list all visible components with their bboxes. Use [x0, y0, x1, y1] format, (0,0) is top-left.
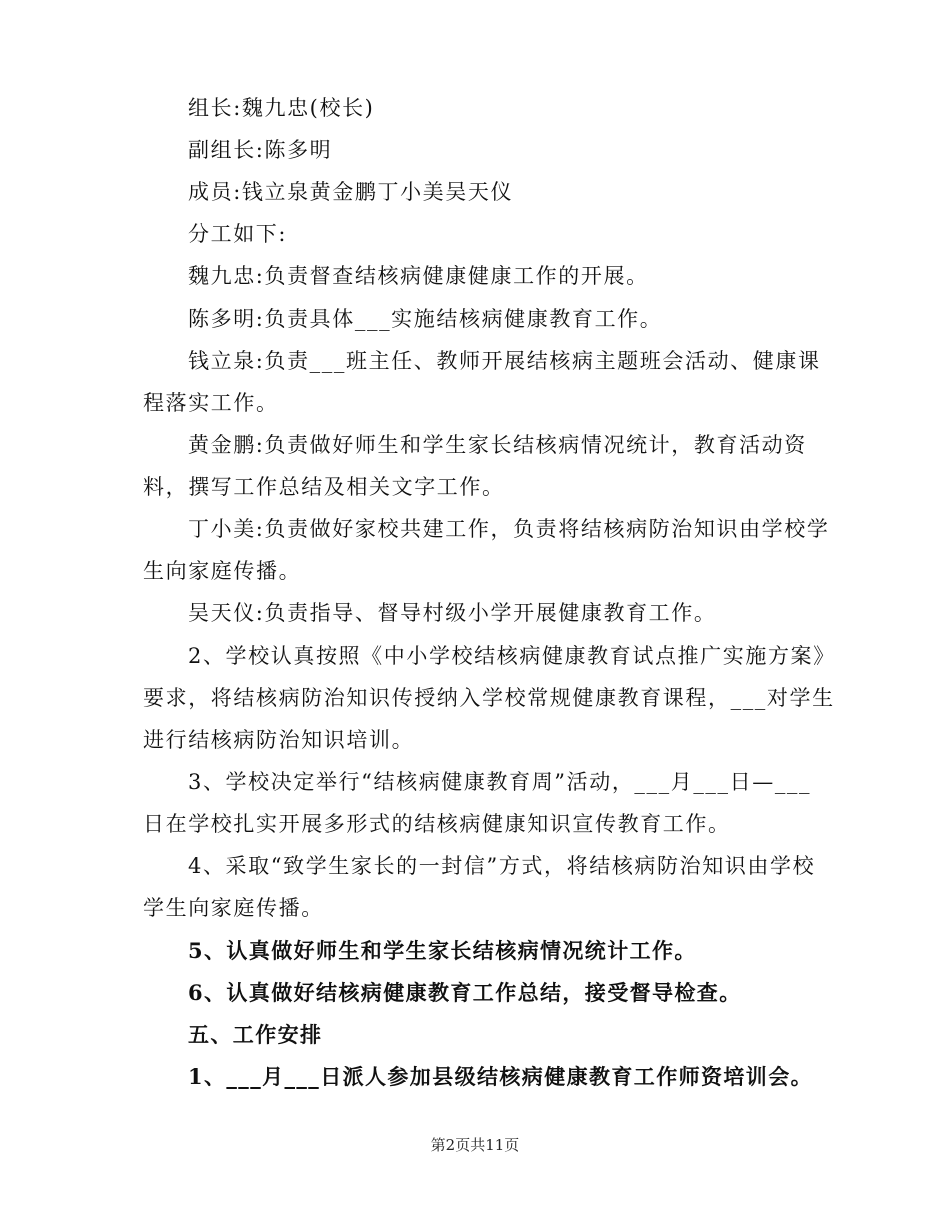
text-line-duty-1: 魏九忠:负责督查结核病健康健康工作的开展。 [188, 264, 649, 288]
text-line-duty-2: 陈多明:负责具体___实施结核病健康教育工作。 [188, 307, 663, 331]
text-line-division-heading: 分工如下: [188, 222, 288, 246]
text-line-duty-5-cont: 生向家庭传播。 [143, 559, 302, 583]
text-line-members: 成员:钱立泉黄金鹏丁小美吴天仪 [188, 180, 514, 204]
text-line-duty-4-cont: 料，撰写工作总结及相关文字工作。 [143, 475, 505, 499]
text-line-item-2: 2、学校认真按照《中小学校结核病健康教育试点推广实施方案》 [188, 644, 836, 668]
text-line-duty-3-cont: 程落实工作。 [143, 391, 279, 415]
section-heading-work-arrangement: 五、工作安排 [188, 1022, 323, 1047]
text-line-item-4-cont: 学生向家庭传播。 [143, 896, 324, 920]
text-line-item-6: 6、认真做好结核病健康教育工作总结，接受督导检查。 [188, 980, 742, 1005]
text-line-leader: 组长:魏九忠(校长) [188, 96, 375, 120]
text-line-item-2-cont-2: 进行结核病防治知识培训。 [143, 728, 415, 752]
text-line-duty-4: 黄金鹏:负责做好师生和学生家长结核病情况统计，教育活动资 [188, 433, 807, 457]
text-line-duty-5: 丁小美:负责做好家校共建工作，负责将结核病防治知识由学校学 [188, 517, 830, 541]
text-line-item-2-cont: 要求，将结核病防治知识传授纳入学校常规健康教育课程，___对学生 [143, 686, 835, 710]
text-line-deputy-leader: 副组长:陈多明 [188, 138, 333, 162]
text-line-item-4: 4、采取“致学生家长的一封信”方式，将结核病防治知识由学校 [188, 854, 816, 878]
text-line-item-3: 3、学校决定举行“结核病健康教育周”活动，___月___日—___ [188, 770, 812, 794]
page-number-footer: 第2页共11页 [430, 1136, 520, 1154]
text-line-duty-3: 钱立泉:负责___班主任、教师开展结核病主题班会活动、健康课 [188, 349, 821, 373]
text-line-item-3-cont: 日在学校扎实开展多形式的结核病健康知识宣传教育工作。 [143, 812, 731, 836]
text-line-duty-6: 吴天仪:负责指导、督导村级小学开展健康教育工作。 [188, 601, 717, 625]
text-line-item-5: 5、认真做好师生和学生家长结核病情况统计工作。 [188, 938, 697, 963]
text-line-arrangement-1: 1、___月___日派人参加县级结核病健康教育工作师资培训会。 [188, 1064, 814, 1089]
